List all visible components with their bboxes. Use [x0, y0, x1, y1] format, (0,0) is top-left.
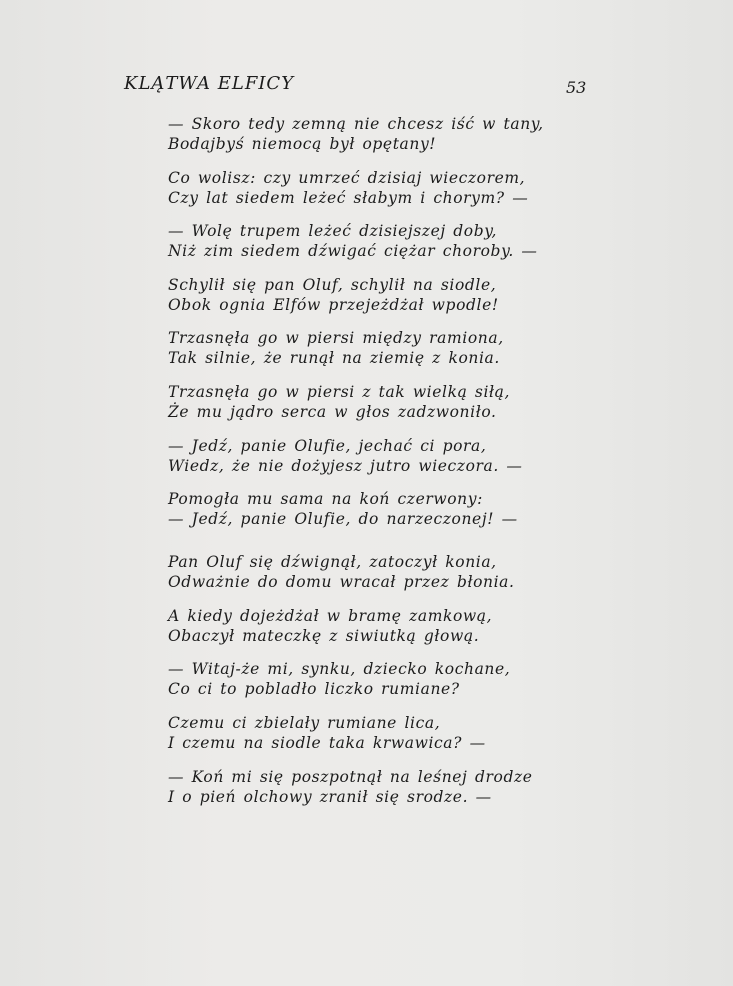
- poem-line: Tak silnie, że runął na ziemię z konia.: [168, 349, 500, 368]
- stanza: [168, 382, 568, 422]
- poem-line: Czemu ci zbielały rumiane lica,: [168, 713, 441, 732]
- poem-line: Że mu jądro serca w głos zadzwoniło.: [168, 402, 497, 421]
- poem-line: Niż zim siedem dźwigać ciężar choroby. —: [168, 242, 538, 261]
- poem-line: Wiedz, że nie dożyjesz jutro wieczora. —: [168, 456, 523, 475]
- poem-line: — Wolę trupem leżeć dzisiejszej doby,: [168, 222, 498, 241]
- stanza: [168, 767, 568, 807]
- stanza: [168, 552, 568, 592]
- stanza: [168, 168, 568, 208]
- poem-line: — Jedź, panie Olufie, jechać ci pora,: [168, 436, 487, 455]
- stanza: [168, 114, 568, 154]
- poem-line: A kiedy dojeżdżał w bramę zamkową,: [168, 606, 493, 625]
- poem-line: Co wolisz: czy umrzeć dzisiaj wieczorem,: [168, 168, 526, 187]
- poem-line: Obok ognia Elfów przejeżdżał wpodle!: [168, 295, 499, 314]
- stanza: [168, 328, 568, 368]
- poem-line: — Witaj-że mi, synku, dziecko kochane,: [168, 660, 511, 679]
- running-title: KLĄTWA ELFICY: [124, 73, 295, 94]
- poem-line: — Skoro tedy zemną nie chcesz iść w tany,: [168, 115, 544, 133]
- poem-body: [168, 114, 568, 820]
- page-number: 53: [566, 78, 587, 97]
- stanza: [168, 221, 568, 261]
- stanza: [168, 606, 568, 646]
- poem-line: Obaczył mateczkę z siwiutką głową.: [168, 626, 480, 645]
- poem-line: Trzasnęła go w piersi z tak wielką siłą,: [168, 382, 511, 401]
- stanza: [168, 659, 568, 699]
- poem-line: Trzasnęła go w piersi między ramiona,: [168, 329, 504, 348]
- poem-line: Schylił się pan Oluf, schylił na siodle,: [168, 275, 497, 294]
- poem-line: I czemu na siodle taka krwawica? —: [168, 733, 486, 752]
- poem-line: Bodajbyś niemocą był opętany!: [168, 135, 437, 153]
- stanza: [168, 275, 568, 315]
- poem-line: — Koń mi się poszpotnął na leśnej drodze: [168, 767, 533, 786]
- stanza: [168, 713, 568, 753]
- stanza: [168, 436, 568, 476]
- poem-line: — Jedź, panie Olufie, do narzeczonej! —: [168, 510, 518, 529]
- poem-line: Pan Oluf się dźwignął, zatoczył konia,: [168, 553, 497, 572]
- poem-line: I o pień olchowy zranił się srodze. —: [168, 787, 492, 806]
- poem-line: Pomogła mu sama na koń czerwony:: [168, 490, 483, 509]
- poem-line: Odważnie do domu wracał przez błonia.: [168, 573, 515, 592]
- stanza: [168, 489, 568, 529]
- poem-line: Czy lat siedem leżeć słabym i chorym? —: [168, 188, 529, 207]
- poem-line: Co ci to pobladło liczko rumiane?: [168, 680, 460, 699]
